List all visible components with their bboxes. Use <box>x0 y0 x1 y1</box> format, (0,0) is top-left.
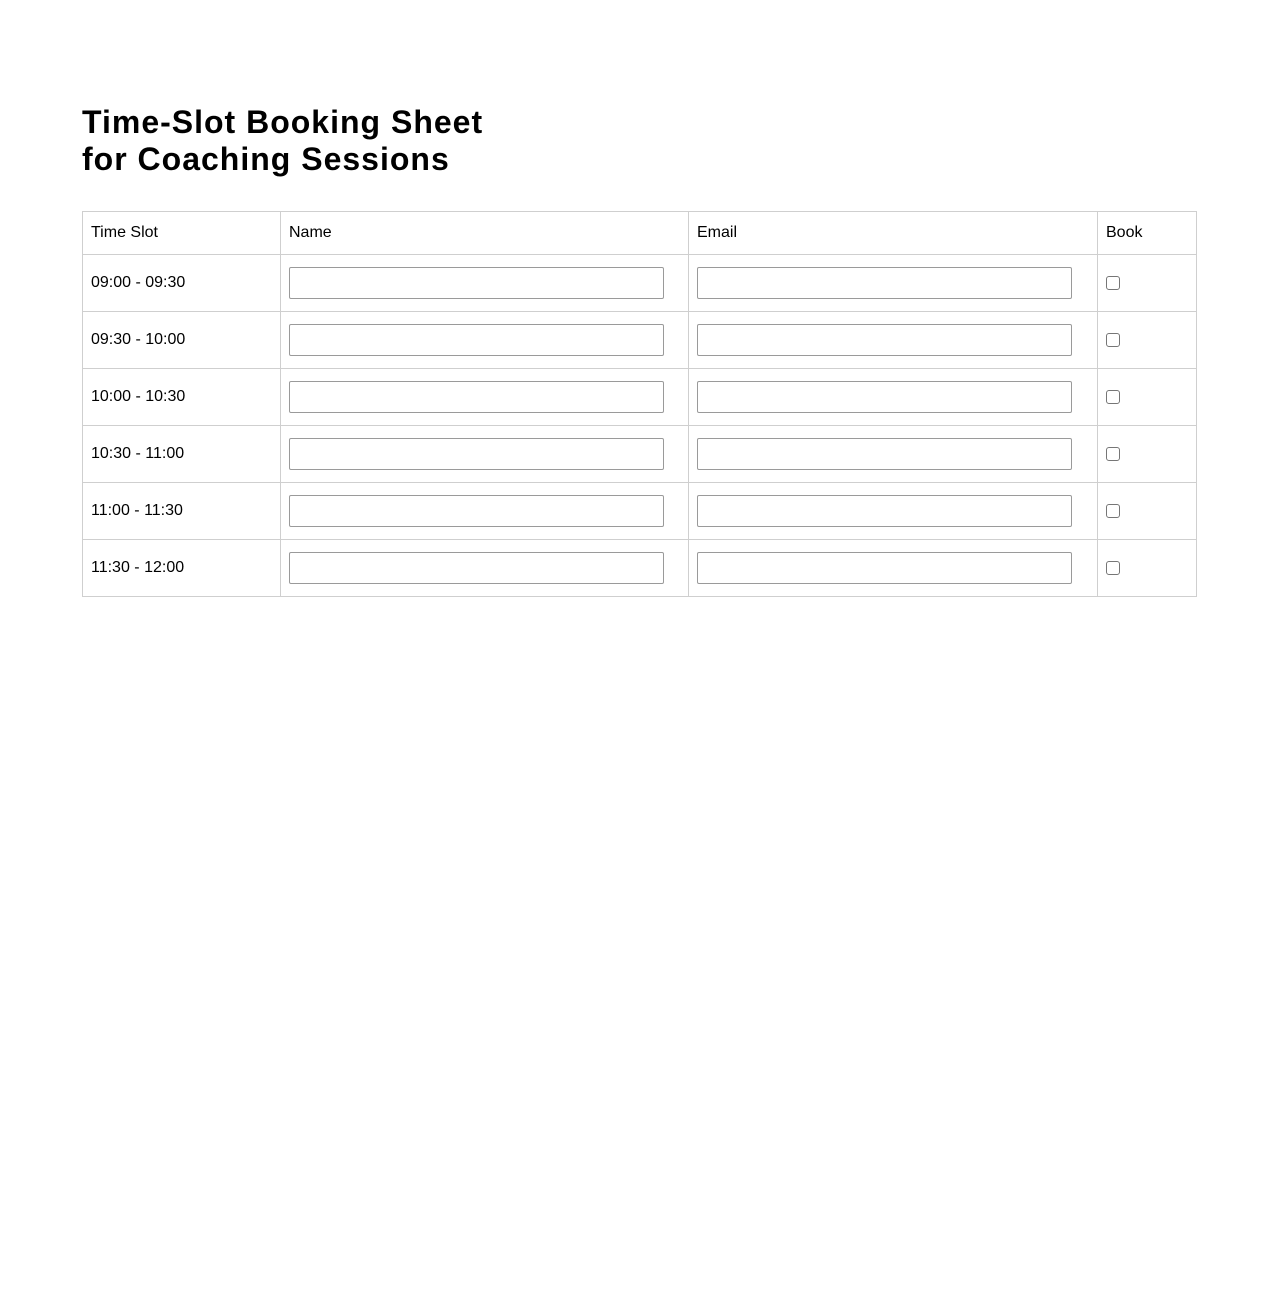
name-cell <box>281 255 689 312</box>
book-cell <box>1098 255 1197 312</box>
book-cell <box>1098 483 1197 540</box>
table-row <box>83 483 1197 540</box>
time-slot-cell: 11:00 - 11:30 <box>83 483 281 540</box>
email-cell <box>689 255 1098 312</box>
email-input[interactable] <box>697 267 1072 299</box>
table-row <box>83 369 1197 426</box>
email-input[interactable] <box>697 552 1072 584</box>
time-slot-cell: 09:00 - 09:30 <box>83 255 281 312</box>
time-slot-cell: 10:30 - 11:00 <box>83 426 281 483</box>
table-row <box>83 312 1197 369</box>
header-time-slot: Time Slot <box>83 212 281 255</box>
book-checkbox[interactable] <box>1106 504 1120 518</box>
book-cell <box>1098 369 1197 426</box>
email-cell <box>689 312 1098 369</box>
name-input[interactable] <box>289 438 664 470</box>
table-row <box>83 255 1197 312</box>
table-row <box>83 426 1197 483</box>
booking-table <box>82 211 1197 597</box>
time-slot-cell: 10:00 - 10:30 <box>83 369 281 426</box>
book-checkbox[interactable] <box>1106 561 1120 575</box>
name-input[interactable] <box>289 381 664 413</box>
table-row <box>83 540 1197 597</box>
time-slot-cell: 09:30 - 10:00 <box>83 312 281 369</box>
book-cell <box>1098 426 1197 483</box>
email-input[interactable] <box>697 381 1072 413</box>
table-header-row <box>83 212 1197 255</box>
time-slot-cell: 11:30 - 12:00 <box>83 540 281 597</box>
header-email: Email <box>689 212 1098 255</box>
email-input[interactable] <box>697 324 1072 356</box>
book-checkbox[interactable] <box>1106 447 1120 461</box>
name-cell <box>281 540 689 597</box>
name-cell <box>281 369 689 426</box>
email-cell <box>689 483 1098 540</box>
name-input[interactable] <box>289 552 664 584</box>
name-input[interactable] <box>289 324 664 356</box>
name-cell <box>281 426 689 483</box>
book-cell <box>1098 312 1197 369</box>
name-input[interactable] <box>289 267 664 299</box>
email-input[interactable] <box>697 495 1072 527</box>
name-input[interactable] <box>289 495 664 527</box>
name-cell <box>281 312 689 369</box>
book-cell <box>1098 540 1197 597</box>
book-checkbox[interactable] <box>1106 333 1120 347</box>
page-title: Time-Slot Booking Sheet for Coaching Sessions <box>82 104 484 177</box>
book-checkbox[interactable] <box>1106 390 1120 404</box>
name-cell <box>281 483 689 540</box>
header-book: Book <box>1098 212 1197 255</box>
email-cell <box>689 540 1098 597</box>
book-checkbox[interactable] <box>1106 276 1120 290</box>
email-cell <box>689 369 1098 426</box>
email-cell <box>689 426 1098 483</box>
email-input[interactable] <box>697 438 1072 470</box>
header-name: Name <box>281 212 689 255</box>
